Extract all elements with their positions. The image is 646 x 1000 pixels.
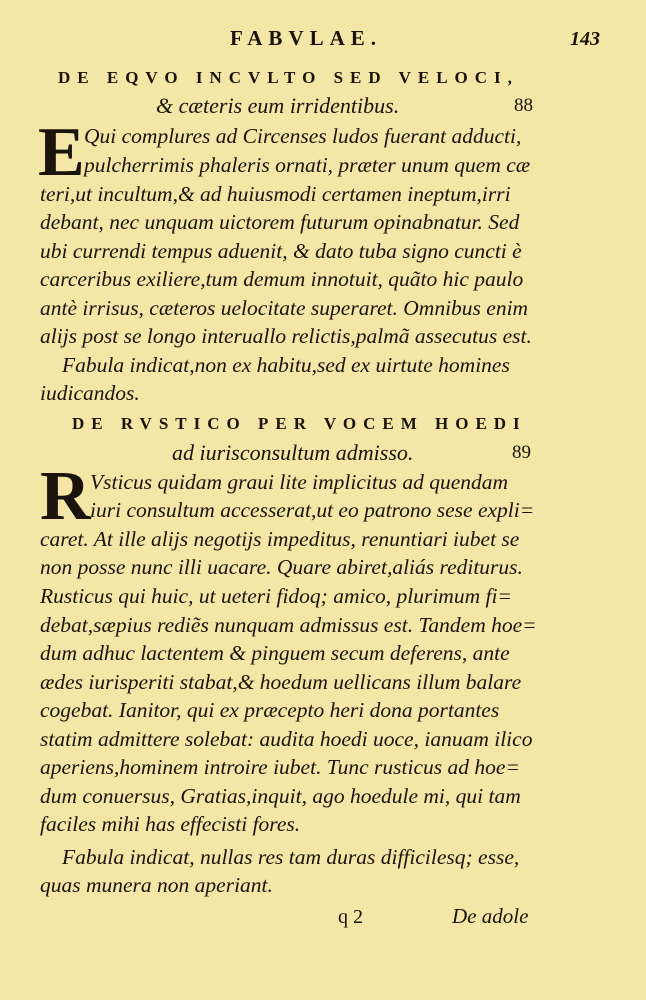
text-line: iuri consultum accesserat,ut eo patrono sese expli= bbox=[90, 498, 535, 522]
text-line: Qui complures ad Circenses ludos fuerant adducti, bbox=[84, 124, 522, 148]
page-number: 143 bbox=[570, 28, 600, 50]
text-line: ædes iurisperiti stabat,& hoedum uellicans illum balare bbox=[40, 670, 522, 694]
text-line: carceribus exiliere,tum demum innotuit, quãto hic paulo bbox=[40, 267, 524, 291]
text-line: alijs post se longo interuallo relictis,palmã assecutus est. bbox=[40, 324, 532, 348]
fable-title-italic: ad iurisconsultum admisso. bbox=[172, 440, 414, 465]
catchword: De adole bbox=[452, 904, 529, 928]
signature-mark: q 2 bbox=[338, 906, 363, 928]
text-line: faciles mihi has effecisti fores. bbox=[40, 812, 301, 836]
drop-initial: E bbox=[38, 114, 85, 191]
text-line: Rusticus qui huic, ut ueteri fidoq; amico, plurimum fi= bbox=[40, 584, 512, 608]
text-line: debant, nec unquam uictorem futurum opinabnatur. Sed bbox=[40, 210, 520, 234]
text-line: aperiens,hominem introire iubet. Tunc rusticus ad hoe= bbox=[40, 755, 520, 779]
text-line: dum conuersus, Gratias,inquit, ago hoedule mi, qui tam bbox=[40, 784, 521, 808]
fable-title-caps: DE EQVO INCVLTO SED VELOCI, bbox=[58, 68, 519, 87]
text-line: debat,sæpius rediẽs nunquam admissus est. Tandem hoe= bbox=[40, 613, 537, 637]
fable-number: 88 bbox=[514, 95, 533, 116]
fable-title-italic: & cæteris eum irridentibus. bbox=[156, 93, 400, 118]
text-line: caret. At ille alijs negotijs impeditus, renuntiari iubet se bbox=[40, 527, 520, 551]
moral-line: quas munera non aperiant. bbox=[40, 873, 273, 897]
page-header bbox=[40, 26, 606, 56]
moral-line: Fabula indicat,non ex habitu,sed ex uirtute homines bbox=[62, 353, 510, 377]
text-line: pulcherrimis phaleris ornati, præter unum quem cæ bbox=[84, 153, 531, 177]
fable-title-caps: DE RVSTICO PER VOCEM HOEDI bbox=[72, 414, 527, 433]
fable-number: 89 bbox=[512, 442, 531, 463]
text-line: cogebat. Ianitor, qui ex præcepto heri dona portantes bbox=[40, 698, 500, 722]
moral-line: iudicandos. bbox=[40, 381, 140, 405]
text-line: ubi currendi tempus aduenit, & dato tuba signo cuncti è bbox=[40, 239, 522, 263]
text-line: non posse nunc illi uacare. Quare abiret,aliás rediturus. bbox=[40, 555, 523, 579]
moral-line: Fabula indicat, nullas res tam duras difficilesq; esse, bbox=[62, 845, 520, 869]
text-line: antè irrisus, cæteros uelocitate superaret. Omnibus enim bbox=[40, 296, 529, 320]
text-line: dum adhuc lactentem & pinguem secum deferens, ante bbox=[40, 641, 510, 665]
running-head: FABVLAE. bbox=[230, 26, 383, 50]
text-line: teri,ut incultum,& ad huiusmodi certamen ineptum,irri bbox=[40, 182, 511, 206]
drop-initial: R bbox=[40, 458, 91, 535]
text-line: Vsticus quidam graui lite implicitus ad quendam bbox=[90, 470, 509, 494]
text-line: statim admittere solebat: audita hoedi uoce, ianuam ilico bbox=[40, 727, 533, 751]
